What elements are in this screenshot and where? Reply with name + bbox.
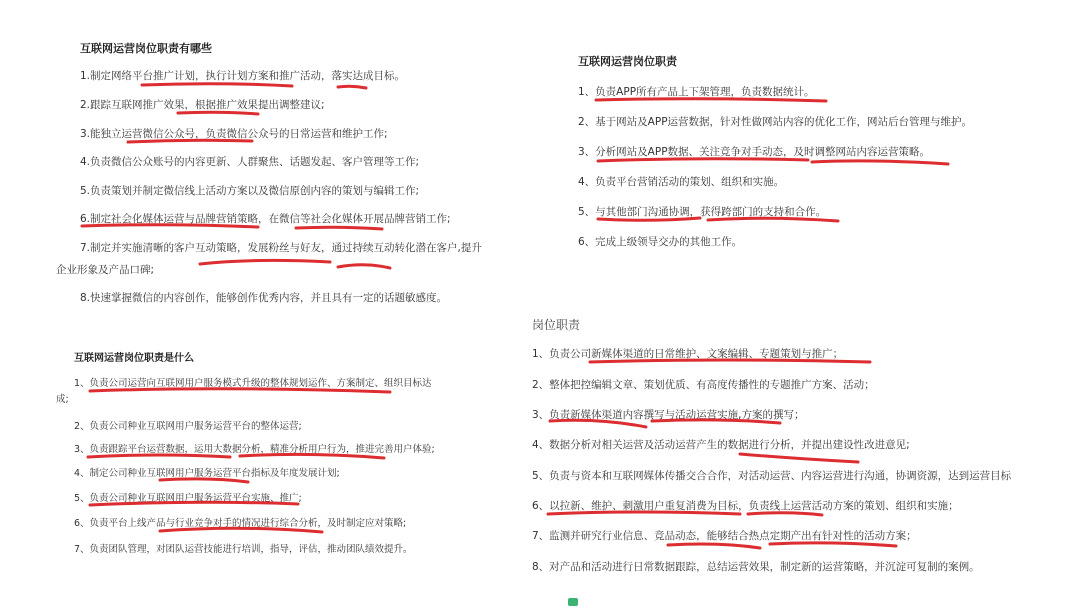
list-item: 5.负责策划并制定微信线上活动方案以及微信原创内容的策划与编辑工作; (80, 185, 420, 197)
list-item: 7.制定并实施清晰的客户互动策略，发展粉丝与好友，通过持续互动转化潜在客户,提升 (80, 242, 482, 254)
list-item: 4、制定公司种业互联网用户服务运营平台指标及年度发展计划; (74, 468, 340, 479)
list-item: 4.负责微信公众账号的内容更新、人群聚焦、话题发起、客户管理等工作; (80, 156, 420, 168)
list-item: 1、负责公司运营向互联网用户服务模式升级的整体规划运作、方案制定、组织目标达 (74, 378, 432, 389)
list-item: 4、数据分析对相关运营及活动运营产生的数据进行分析，并提出建设性改进意见; (532, 439, 910, 451)
list-item: 3、分析网站及APP数据、关注竞争对手动态，及时调整网站内容运营策略。 (578, 146, 931, 158)
list-item: 3.能独立运营微信公众号，负责微信公众号的日常运营和维护工作; (80, 128, 388, 140)
list-item: 5、负责与资本和互联网媒体传播交合合作，对活动运营、内容运营进行沟通，协调资源，达到运营目标 (532, 470, 1012, 482)
red-underline (770, 543, 896, 546)
list-item: 2、负责公司种业互联网用户服务运营平台的整体运营; (74, 421, 302, 432)
red-underline (748, 513, 822, 515)
list-item: 3、负责跟踪平台运营数据，运用大数据分析，精准分析用户行为，推进完善用户体验; (74, 444, 435, 455)
list-item: 5、与其他部门沟通协调，获得跨部门的支持和合作。 (578, 206, 827, 218)
list-item: 6、完成上级领导交办的其他工作。 (578, 236, 743, 248)
list-item: 7、负责团队管理，对团队运营技能进行培训，指导，评估，推动团队绩效提升。 (74, 544, 413, 555)
red-underline (598, 159, 808, 161)
list-item: 5、负责公司种业互联网用户服务运营平台实施、推广; (74, 493, 302, 504)
list-item: 2.跟踪互联网推广效果，根据推广效果提出调整建议; (80, 99, 325, 111)
green-mark (568, 598, 578, 606)
red-underline (668, 544, 760, 548)
list-item: 7、监测并研究行业信息、竞品动态，能够结合热点定期产出有针对性的活动方案； (532, 530, 917, 542)
list-item: 4、负责平台营销活动的策划、组织和实施。 (578, 176, 785, 188)
list-item: 8、对产品和活动进行日常数据跟踪，总结运营效果，制定新的运营策略，并沉淀可复制的案例。 (532, 561, 980, 573)
list-item-continued: 成; (56, 394, 69, 405)
red-underline (178, 112, 258, 114)
list-item: 1、负责APP所有产品上下架管理，负责数据统计。 (578, 86, 815, 98)
red-underline (200, 260, 330, 264)
red-underline (338, 86, 366, 88)
red-underline (90, 389, 390, 392)
list-item: 6、以拉新、维护、刺激用户重复消费为目标，负责线上运营活动方案的策划、组织和实施； (532, 500, 959, 512)
list-item: 3、负责新媒体渠道内容撰写与活动运营实施,方案的撰写； (532, 409, 805, 421)
list-item: 8.快速掌握微信的内容创作，能够创作优秀内容，并且具有一定的话题敏感度。 (80, 292, 448, 304)
red-underline (296, 227, 382, 229)
list-item: 6.制定社会化媒体运营与品牌营销策略，在微信等社会化媒体开展品牌营销工作; (80, 213, 451, 225)
section-title: 互联网运营岗位职责有哪些 (80, 42, 212, 55)
section-title: 岗位职责 (532, 318, 581, 332)
list-item: 1.制定网络平台推广计划，执行计划方案和推广活动，落实达成目标。 (80, 70, 406, 82)
list-item: 2、整体把控编辑文章、策划优质、有高度传播性的专题推广方案、活动； (532, 379, 875, 391)
red-underline (338, 265, 390, 268)
list-item-continued: 企业形象及产品口碑; (56, 264, 155, 276)
red-underline (142, 84, 292, 86)
section-title: 互联网运营岗位职责 (578, 55, 677, 68)
red-underline (812, 161, 948, 164)
red-underline (740, 454, 858, 462)
list-item: 6、负责平台上线产品与行业竞争对手的情况进行综合分析，及时制定应对策略; (74, 518, 407, 529)
red-underline (160, 479, 248, 482)
list-item: 1、负责公司新媒体渠道的日常维护、文案编辑、专题策划与推广； (532, 348, 844, 360)
section-title: 互联网运营岗位职责是什么 (74, 353, 194, 364)
red-underline (596, 99, 826, 101)
list-item: 2、基于网站及APP运营数据，针对性做网站内容的优化工作，网站后台管理与维护。 (578, 116, 973, 128)
red-underline (88, 455, 230, 457)
